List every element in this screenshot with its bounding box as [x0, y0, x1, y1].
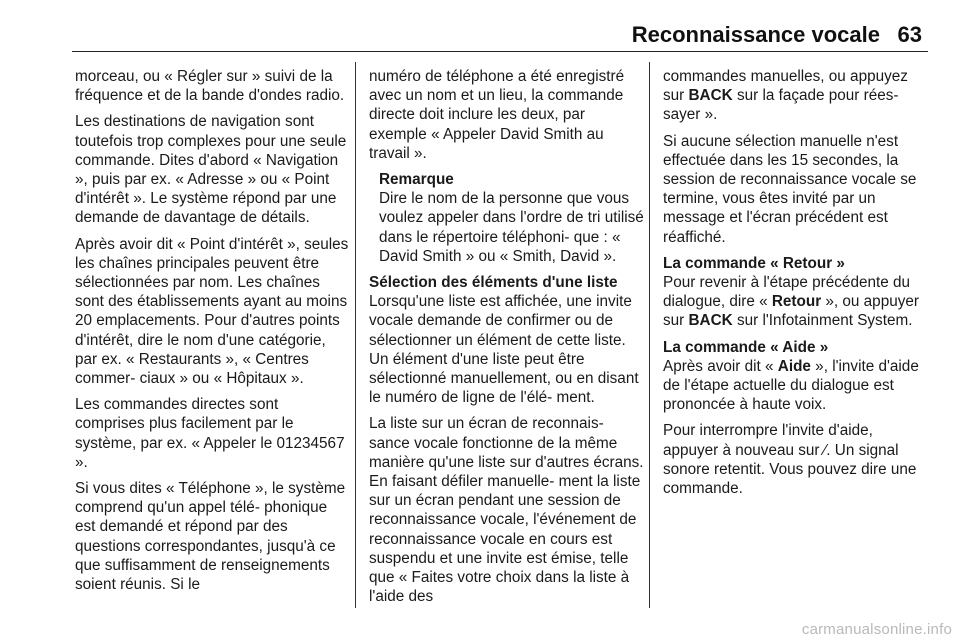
column-divider-1 [355, 62, 356, 608]
header-rule [72, 51, 928, 52]
page-title: Reconnaissance vocale [631, 22, 880, 47]
paragraph: morceau, ou « Régler sur » suivi de la fréquence et de la bande d'ondes radio. [75, 68, 345, 105]
page-header [0, 22, 960, 62]
section [369, 273, 645, 407]
paragraph: Lorsqu'une liste est affichée, une invite vocale demande de confirmer ou de sélectionner un élément de cette liste. Un élément d'une liste peut être sélectionné manuellement, ou en disant le numéro de ligne de l'élé- ment. [369, 293, 639, 407]
section: La commande « Retour » Pour revenir à l'étape précédente du dialogue, dire « Retour », ou appuyer sur BACK sur l'Infotainment System. [663, 254, 931, 331]
key-label: BACK [688, 87, 733, 105]
section-heading: La commande « Aide » [663, 338, 829, 356]
paragraph: Si vous dites « Téléphone », le système comprend qu'un appel télé- phonique est demandé et répond par des questions correspondantes, jusqu'à ce que suffisamment de renseignements soient réunis. Si le [75, 480, 346, 594]
key-label: Aide [777, 357, 811, 375]
watermark: carmanualsonline.info [801, 621, 952, 638]
note-box [369, 170, 645, 266]
note-title: Remarque [379, 171, 454, 189]
paragraph: Après avoir dit « Point d'intérêt », seules les chaînes principales peuvent être sélectionnées par nom. Les chaînes sont des établissements ayant au moins 20 emplacements. Pour d'autres points d'intérêt, dire le nom d'une catégorie, par ex. « Restaurants », « Centres commer- ciaux » ou « Hôpitaux ». [75, 235, 349, 388]
page-number: 63 [897, 22, 922, 47]
section: La commande « Aide » Après avoir dit « Aide », l'invite d'aide de l'étape actuelle du dialogue est prononcée à haute voix. [663, 338, 931, 415]
paragraph: La liste sur un écran de reconnais- sance vocale fonctionne de la même manière qu'une liste sur d'autres écrans. En faisant défiler manuelle- ment la liste sur un écran pendant une session de reconnaissance vocale, l'événement de reconnaissance vocale en cours est suspendu et une invite est émise, telle que « Faites votre choix dans la liste à l'aide des [369, 415, 644, 606]
column-3 [663, 67, 931, 505]
section-heading: La commande « Retour » [663, 254, 845, 272]
paragraph: numéro de téléphone a été enregistré avec un nom et un lieu, la commande directe doit inclure les deux, par exemple « Appeler David Smith au travail ». [369, 68, 625, 162]
paragraph: Les commandes directes sont comprises plus facilement par le système, par ex. « Appeler le 01234567 ». [75, 396, 345, 471]
key-label: Retour [771, 293, 822, 311]
paragraph: Les destinations de navigation sont toutefois trop complexes pour une seule commande. Dites d'abord « Navigation », puis par ex. « Adresse » ou « Point d'intérêt ». Le système répond par une demande de davantage de détails. [75, 113, 347, 227]
column-1 [75, 67, 351, 601]
paragraph: Pour interrompre l'invite d'aide, appuyer à nouveau sur ⁄. Un signal sonore retentit. Vous pouvez dire une commande. [663, 422, 917, 498]
section-heading: Sélection des éléments d'une liste [369, 274, 618, 292]
note-text: Dire le nom de la personne que vous voulez appeler dans l'ordre de tri utilisé dans le répertoire téléphoni- que : « David Smith » ou « Smith, David ». [379, 190, 644, 265]
column-divider-2 [649, 62, 650, 608]
key-label: BACK [688, 312, 733, 330]
paragraph: commandes manuelles, ou appuyez sur BACK sur la façade pour rées- sayer ». [663, 68, 908, 124]
column-2 [369, 67, 645, 613]
paragraph: Si aucune sélection manuelle n'est effectuée dans les 15 secondes, la session de reconnaissance vocale se termine, vous êtes invité par un message et l'écran précédent est réaffiché. [663, 132, 917, 246]
